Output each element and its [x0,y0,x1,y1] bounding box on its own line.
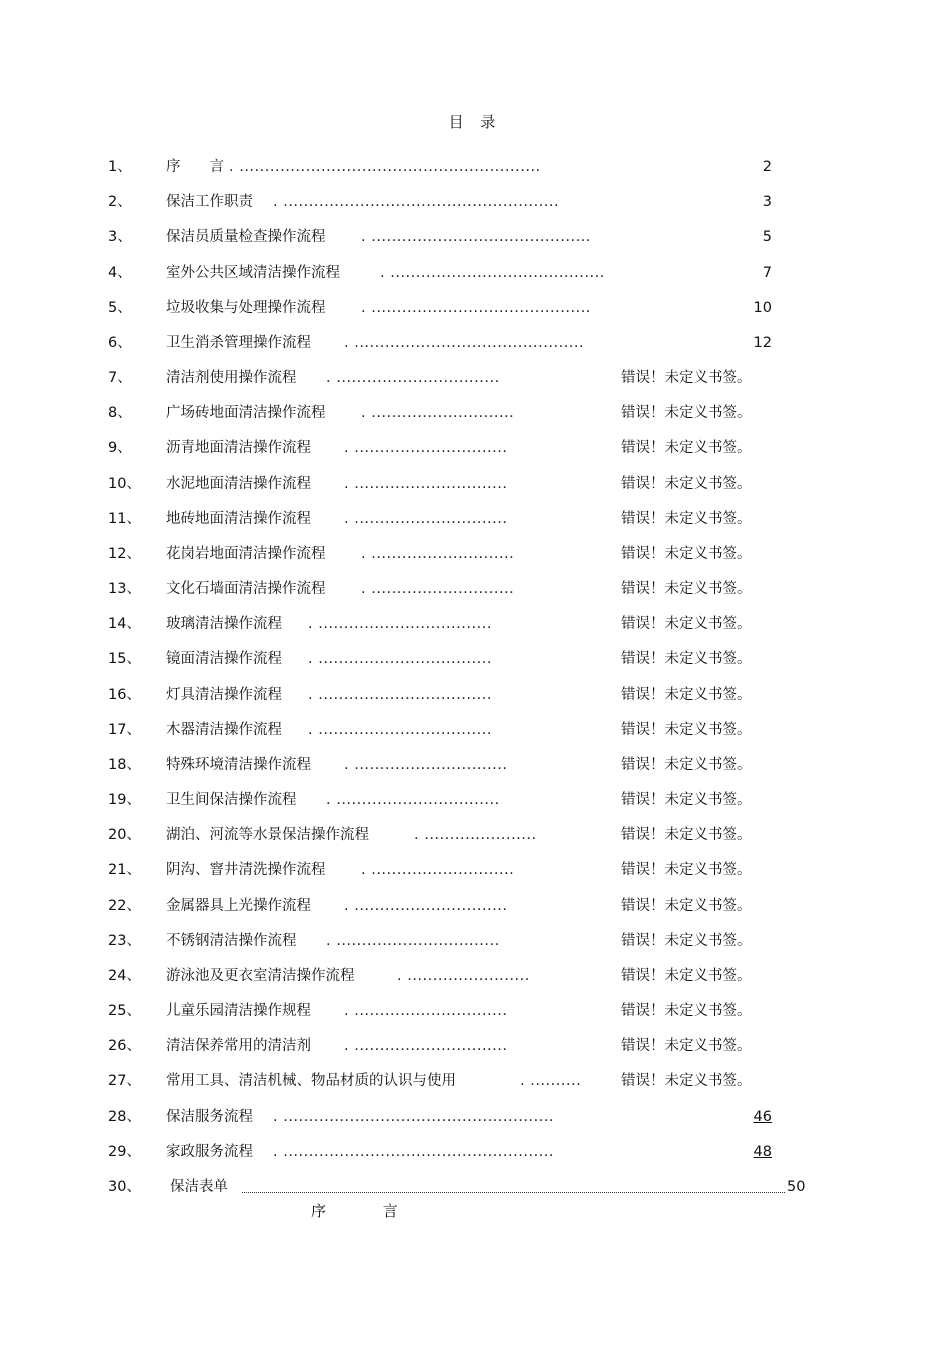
toc-entry[interactable] [0,438,950,458]
toc-entry[interactable] [0,685,950,705]
toc-dot-leader: . ...................... [414,827,537,843]
toc-entry[interactable] [0,755,950,775]
toc-dot-leader: . .............................. [344,898,508,914]
toc-dot-leader: . ........................................... [361,300,591,316]
toc-entry[interactable] [0,298,950,318]
toc-entry[interactable] [0,1107,950,1127]
toc-entry[interactable] [0,192,950,212]
toc-entry-label[interactable]: 阴沟、窨井清洗操作流程 [166,862,326,878]
toc-page-number: 2 [762,159,772,175]
toc-bookmark-error: 错误！未定义书签。 [621,616,752,632]
toc-bookmark-error: 错误！未定义书签。 [621,440,752,456]
toc-entry-number: 1、 [108,159,132,175]
toc-dot-leader: . ........................................................... [229,159,541,175]
toc-entry-label[interactable]: 文化石墙面清洁操作流程 [166,581,326,597]
toc-entry-number: 30、 [108,1179,141,1195]
toc-entry-label[interactable]: 不锈钢清洁操作流程 [166,933,297,949]
toc-entry-number: 2、 [108,194,132,210]
toc-entry-number: 20、 [108,827,141,843]
toc-page-number: 50 [787,1179,806,1195]
toc-bookmark-error: 错误！未定义书签。 [621,370,752,386]
toc-entry-label[interactable]: 木器清洁操作流程 [166,722,282,738]
toc-bookmark-error: 错误！未定义书签。 [621,757,752,773]
toc-bookmark-error: 错误！未定义书签。 [621,722,752,738]
toc-entry[interactable] [0,368,950,388]
toc-page-number: 12 [753,335,772,351]
toc-bookmark-error: 错误！未定义书签。 [621,1003,752,1019]
toc-bookmark-error: 错误！未定义书签。 [621,405,752,421]
toc-entry[interactable] [0,825,950,845]
toc-entry-number: 8、 [108,405,132,421]
toc-entry-number: 10、 [108,476,141,492]
toc-entry[interactable] [0,931,950,951]
toc-dot-leader: . .............................. [344,476,508,492]
toc-page-number: 5 [762,229,772,245]
toc-page-number[interactable]: 46 [753,1109,772,1125]
toc-entry[interactable] [0,157,950,177]
toc-entry-number: 28、 [108,1109,141,1125]
toc-dot-leader: . .................................. [308,687,492,703]
toc-dot-leader: . ............................ [361,862,515,878]
toc-page-number: 7 [762,265,772,281]
toc-entry-number: 9、 [108,440,132,456]
toc-title: 目 录 [448,113,502,131]
toc-entry[interactable] [0,1036,950,1056]
toc-entry-number: 14、 [108,616,141,632]
toc-entry[interactable] [0,649,950,669]
toc-entry[interactable] [0,333,950,353]
toc-entry-number: 22、 [108,898,141,914]
toc-dot-leader: . .............................. [344,511,508,527]
toc-entry-number: 23、 [108,933,141,949]
toc-entry-label[interactable]: 保洁员质量检查操作流程 [166,229,326,245]
toc-entry-label[interactable]: 儿童乐园清洁操作规程 [166,1003,311,1019]
toc-dot-leader: . ...................................................... [273,194,560,210]
toc-page-number: 3 [762,194,772,210]
toc-entry-number: 16、 [108,687,141,703]
toc-dot-leader [242,1192,785,1193]
toc-entry-number: 29、 [108,1144,141,1160]
toc-dot-leader: . ............................ [361,581,515,597]
toc-entry-number: 12、 [108,546,141,562]
toc-bookmark-error: 错误！未定义书签。 [621,546,752,562]
toc-entry-number: 3、 [108,229,132,245]
toc-bookmark-error: 错误！未定义书签。 [621,687,752,703]
toc-entry-number: 26、 [108,1038,141,1054]
toc-entry[interactable] [0,579,950,599]
toc-entry[interactable] [0,614,950,634]
toc-entry-label[interactable]: 保洁服务流程 [166,1109,253,1125]
toc-dot-leader: . ..................................................... [273,1144,555,1160]
toc-entry-number: 15、 [108,651,141,667]
toc-entry-number: 13、 [108,581,141,597]
toc-dot-leader: . .............................. [344,1038,508,1054]
toc-bookmark-error: 错误！未定义书签。 [621,792,752,808]
toc-entry[interactable] [0,860,950,880]
toc-dot-leader: . .......................................... [380,265,605,281]
toc-entry[interactable] [0,1071,950,1091]
toc-entry-number: 19、 [108,792,141,808]
toc-dot-leader: . ............................ [361,546,515,562]
toc-entry-number: 7、 [108,370,132,386]
toc-entry-label[interactable]: 广场砖地面清洁操作流程 [166,405,326,421]
toc-dot-leader: . .................................. [308,722,492,738]
toc-entry-number: 4、 [108,265,132,281]
toc-entry[interactable] [0,1142,950,1162]
toc-entry-label[interactable]: 游泳池及更衣室清洁操作流程 [166,968,355,984]
toc-entry-label[interactable]: 湖泊、河流等水景保洁操作流程 [166,827,369,843]
toc-entry-label[interactable]: 水泥地面清洁操作流程 [166,476,311,492]
toc-entry[interactable] [0,896,950,916]
toc-bookmark-error: 错误！未定义书签。 [621,511,752,527]
toc-entry[interactable] [0,263,950,283]
toc-page-number[interactable]: 48 [753,1144,772,1160]
toc-dot-leader: . ..................................................... [273,1109,555,1125]
toc-dot-leader: . ................................ [326,370,500,386]
toc-entry-label[interactable]: 玻璃清洁操作流程 [166,616,282,632]
toc-entry[interactable] [0,227,950,247]
toc-entry-label[interactable]: 特殊环境清洁操作流程 [166,757,311,773]
toc-entry-label[interactable]: 清洁剂使用操作流程 [166,370,297,386]
toc-dot-leader: . ............................ [361,405,515,421]
toc-dot-leader: . ........................................... [361,229,591,245]
toc-dot-leader: . .......... [520,1073,582,1089]
toc-entry-label[interactable]: 清洁保养常用的清洁剂 [166,1038,311,1054]
toc-bookmark-error: 错误！未定义书签。 [621,1038,752,1054]
toc-entry-label[interactable]: 常用工具、清洁机械、物品材质的认识与使用 [166,1073,456,1089]
toc-entry-number: 6、 [108,335,132,351]
toc-entry-number: 11、 [108,511,141,527]
toc-dot-leader: . .............................. [344,757,508,773]
toc-bookmark-error: 错误！未定义书签。 [621,933,752,949]
toc-dot-leader: . ................................ [326,792,500,808]
toc-bookmark-error: 错误！未定义书签。 [621,862,752,878]
toc-dot-leader: . .............................. [344,1003,508,1019]
toc-entry-label[interactable]: 保洁表单 [170,1179,228,1195]
toc-dot-leader: . .................................. [308,651,492,667]
toc-entry-label[interactable]: 地砖地面清洁操作流程 [166,511,311,527]
toc-entry[interactable] [0,509,950,529]
toc-entry[interactable] [0,403,950,423]
toc-entry-label[interactable]: 卫生消杀管理操作流程 [166,335,311,351]
toc-entry-label[interactable]: 保洁工作职责 [166,194,253,210]
toc-bookmark-error: 错误！未定义书签。 [621,651,752,667]
toc-entry[interactable] [0,1001,950,1021]
toc-bookmark-error: 错误！未定义书签。 [621,827,752,843]
toc-entry-label[interactable]: 家政服务流程 [166,1144,253,1160]
toc-page-number: 10 [753,300,772,316]
toc-bookmark-error: 错误！未定义书签。 [621,968,752,984]
toc-entry[interactable] [0,966,950,986]
preface-heading: 序 言 [311,1202,424,1220]
toc-dot-leader: . ............................................. [344,335,585,351]
toc-entry-label[interactable]: 灯具清洁操作流程 [166,687,282,703]
toc-entry-label[interactable]: 卫生间保洁操作流程 [166,792,297,808]
toc-entry-number: 27、 [108,1073,141,1089]
toc-entry-number: 17、 [108,722,141,738]
toc-entry[interactable] [0,790,950,810]
toc-bookmark-error: 错误！未定义书签。 [621,1073,752,1089]
toc-entry[interactable] [0,720,950,740]
toc-entry-label[interactable]: 垃圾收集与处理操作流程 [166,300,326,316]
toc-bookmark-error: 错误！未定义书签。 [621,581,752,597]
toc-entry-number: 24、 [108,968,141,984]
toc-bookmark-error: 错误！未定义书签。 [621,476,752,492]
toc-entry-label[interactable]: 镜面清洁操作流程 [166,651,282,667]
toc-entry[interactable] [0,544,950,564]
toc-entry-number: 5、 [108,300,132,316]
toc-entry[interactable] [0,1177,950,1197]
toc-entry-label[interactable]: 序 言 [166,159,224,175]
toc-dot-leader: . .................................. [308,616,492,632]
toc-entry[interactable] [0,474,950,494]
toc-entry-label[interactable]: 室外公共区域清洁操作流程 [166,265,340,281]
toc-entry-label[interactable]: 花岗岩地面清洁操作流程 [166,546,326,562]
toc-entry-number: 21、 [108,862,141,878]
toc-entry-number: 18、 [108,757,141,773]
toc-entry-label[interactable]: 金属器具上光操作流程 [166,898,311,914]
toc-dot-leader: . ........................ [397,968,530,984]
toc-dot-leader: . ................................ [326,933,500,949]
toc-dot-leader: . .............................. [344,440,508,456]
toc-entry-number: 25、 [108,1003,141,1019]
toc-bookmark-error: 错误！未定义书签。 [621,898,752,914]
toc-entry-label[interactable]: 沥青地面清洁操作流程 [166,440,311,456]
